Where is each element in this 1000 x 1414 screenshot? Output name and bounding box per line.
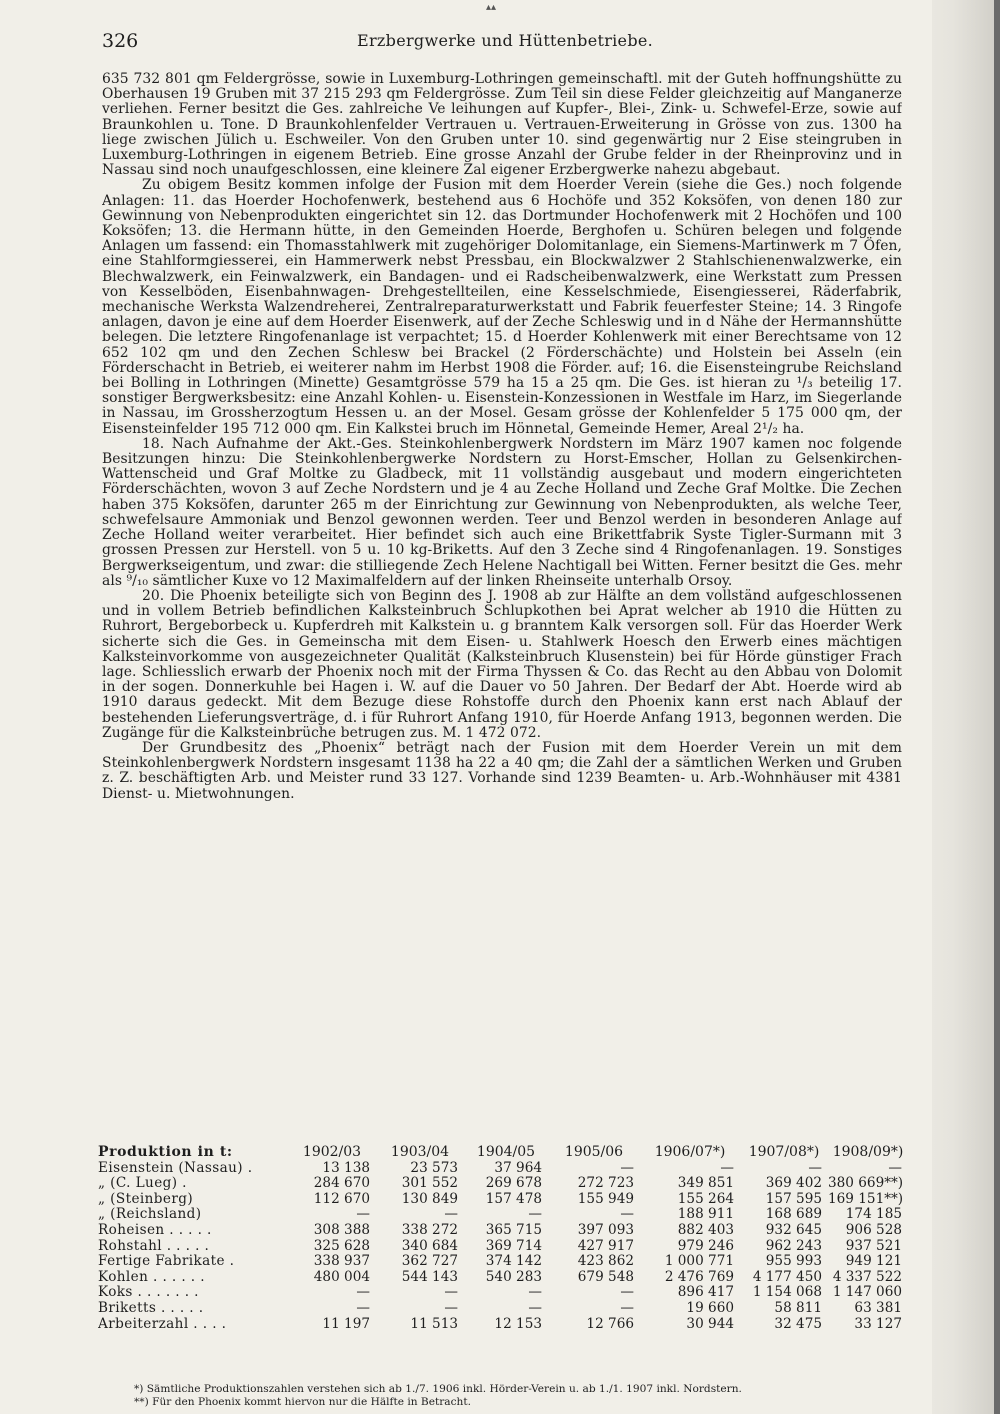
row-label: Koks . . . . . . . bbox=[98, 1285, 199, 1301]
table-row bbox=[98, 1161, 908, 1177]
table-cell: 155 264 bbox=[677, 1191, 734, 1207]
table-cell: — bbox=[620, 1207, 634, 1223]
table-cell: 962 243 bbox=[765, 1238, 822, 1254]
table-cell: 37 964 bbox=[494, 1160, 542, 1176]
table-cell: — bbox=[444, 1207, 458, 1223]
table-cell: — bbox=[888, 1160, 902, 1176]
table-row bbox=[98, 1285, 908, 1301]
table-cell: 338 272 bbox=[401, 1222, 458, 1238]
table-cell: 4 337 522 bbox=[832, 1269, 902, 1285]
footnotes bbox=[134, 1383, 914, 1408]
table-cell: 12 153 bbox=[494, 1316, 542, 1332]
footnote: *) Sämtliche Produktionszahlen verstehen sich ab 1./7. 1906 inkl. Hörder-Verein u. ab 1./1. 1907 inkl. Nordstern. bbox=[134, 1383, 742, 1395]
table-title: Produktion in t: bbox=[98, 1145, 233, 1160]
production-table bbox=[98, 1145, 908, 1332]
row-label: „ (Reichsland) bbox=[98, 1207, 202, 1223]
row-label: Rohstahl . . . . . bbox=[98, 1238, 210, 1254]
table-cell: 169 151**) bbox=[828, 1191, 904, 1207]
table-cell: 157 478 bbox=[485, 1191, 542, 1207]
table-cell: — bbox=[720, 1160, 734, 1176]
running-head: Erzbergwerke und Hüttenbetriebe. bbox=[357, 31, 654, 50]
table-cell: 906 528 bbox=[845, 1222, 902, 1238]
table-cell: 188 911 bbox=[677, 1207, 734, 1223]
adjacent-page-edge bbox=[932, 0, 1000, 1414]
paragraph: Der Grundbesitz des „Phoenix“ beträgt nach der Fusion mit dem Hoerder Verein un mit dem Steinkohlenbergwerk Nordstern insgesamt 1138 ha 22 a 40 qm; die Zahl der a sämtlichen Werken und Gruben z. Z. beschäftigten Arb. und Meister rund 33 127. Vorhande sind 1239 Beamten- u. Arb.-Wohnhäuser mit 4381 Dienst- u. Mietwohnungen. bbox=[102, 739, 902, 802]
table-cell: 284 670 bbox=[313, 1176, 370, 1192]
table-cell: 955 993 bbox=[765, 1254, 822, 1270]
table-cell: — bbox=[356, 1285, 370, 1301]
table-cell: 365 715 bbox=[485, 1222, 542, 1238]
table-cell: 19 660 bbox=[686, 1300, 734, 1316]
table-row bbox=[98, 1176, 908, 1192]
table-cell: 369 714 bbox=[485, 1238, 542, 1254]
table-cell: 349 851 bbox=[677, 1176, 734, 1192]
row-label: Briketts . . . . . bbox=[98, 1300, 204, 1316]
page-number: 326 bbox=[102, 30, 139, 52]
table-cell: 480 004 bbox=[313, 1269, 370, 1285]
table-cell: 32 475 bbox=[774, 1316, 822, 1332]
table-cell: 380 669**) bbox=[828, 1176, 904, 1192]
table-cell: 269 678 bbox=[485, 1176, 542, 1192]
table-cell: 1 000 771 bbox=[664, 1254, 734, 1270]
table-cell: — bbox=[444, 1285, 458, 1301]
column-header: 1906/07*) bbox=[654, 1145, 726, 1160]
table-cell: 427 917 bbox=[577, 1238, 634, 1254]
table-cell: 949 121 bbox=[845, 1254, 902, 1270]
row-label: Roheisen . . . . . bbox=[98, 1222, 212, 1238]
production-table-body bbox=[98, 1145, 908, 1332]
row-label: Kohlen . . . . . . bbox=[98, 1269, 205, 1285]
paragraph: 18. Nach Aufnahme der Akt.-Ges. Steinkohlenbergwerk Nordstern im März 1907 kamen noc folgende Besitzungen hinzu: Die Steinkohlenbergwerke Nordstern zu Horst-Emscher, Hollan zu Gelsenkirchen-Wattenscheid und Graf Moltke zu Gladbeck, mit 11 vollständig ausgebaut und modern eingerichteten Förderschächten, wovon 3 auf Zeche Nordstern und je 4 au Zeche Holland und Zeche Graf Moltke. Die Zechen haben 375 Koksöfen, darunter 265 m der Einrichtung zur Gewinnung von Nebenprodukten, als welche Teer, schwefelsaure Ammoniak und Benzol gewonnen werden. Teer und Benzol werden in besonderen Anlage auf Zeche Holland weiter verarbeitet. Hier befindet sich auch eine Brikettfabrik Syste Tigler-Surmann mit 3 grossen Pressen zur Herstell. von 5 u. 10 kg-Briketts. Auf den 3 Zeche sind 4 Ringofenanlagen. 19. Sonstiges Bergwerkseigentum, und zwar: die stilliegende Zech Helene Nachtigall bei Witten. Ferner besitzt die Ges. mehr als ⁹/₁₀ sämtlicher Kuxe vo 12 Maximalfeldern auf der linken Rheinseite unterhalb Orsoy. bbox=[102, 435, 902, 589]
table-cell: — bbox=[620, 1160, 634, 1176]
table-cell: — bbox=[620, 1285, 634, 1301]
table-cell: 374 142 bbox=[485, 1254, 542, 1270]
column-header: 1908/09*) bbox=[832, 1145, 904, 1160]
table-cell: 11 197 bbox=[322, 1316, 370, 1332]
table-cell: 338 937 bbox=[313, 1254, 370, 1270]
paragraph: 20. Die Phoenix beteiligte sich von Beginn des J. 1908 ab zur Hälfte an dem vollständ aufgeschlossenen und in vollem Betrieb befindlichen Kalksteinbruch Schlupkothen bei Aprat welcher ab 1910 die Hütten zu Ruhrort, Bergeborbeck u. Kupferdreh mit Kalkstein u. g branntem Kalk versorgen soll. Für das Hoerder Werk sicherte sich die Ges. in Gemeinscha mit dem Eisen- u. Stahlwerk Hoesch den Erwerb eines mächtigen Kalksteinvorkomme von ausgezeichneter Qualität (Kalksteinbruch Klusenstein) bei für Hörde günstiger Frach lage. Schliesslich erwarb der Phoenix noch mit der Firma Thyssen & Co. das Recht au den Abbau von Dolomit in der sogen. Donnerkuhle bei Hagen i. W. auf die Dauer vo 50 Jahren. Der Bedarf der Abt. Hoerde wird ab 1910 daraus gedeckt. Mit dem Bezuge diese Rohstoffe durch den Phoenix kann erst nach Ablauf der bestehenden Lieferungsverträge, d. i für Ruhrort Anfang 1910, für Hoerde Anfang 1913, begonnen werden. Die Zugänge für die Kalksteinbrüche betrugen zus. M. 1 472 072. bbox=[102, 587, 902, 741]
table-cell: 397 093 bbox=[577, 1222, 634, 1238]
table-cell: 932 645 bbox=[765, 1222, 822, 1238]
table-cell: — bbox=[528, 1285, 542, 1301]
footnote: **) Für den Phoenix kommt hiervon nur die Hälfte in Betracht. bbox=[134, 1395, 471, 1408]
table-cell: 308 388 bbox=[313, 1222, 370, 1238]
table-cell: 130 849 bbox=[401, 1191, 458, 1207]
production-table-grid bbox=[98, 1145, 908, 1332]
table-row bbox=[98, 1207, 908, 1223]
table-cell: — bbox=[808, 1160, 822, 1176]
table-row bbox=[98, 1301, 908, 1317]
table-cell: 423 862 bbox=[577, 1254, 634, 1270]
table-cell: 1 147 060 bbox=[832, 1285, 902, 1301]
table-cell: — bbox=[444, 1300, 458, 1316]
table-cell: 540 283 bbox=[485, 1269, 542, 1285]
table-row bbox=[98, 1270, 908, 1286]
print-mark: ▴▴ bbox=[486, 2, 497, 13]
column-header: 1905/06 bbox=[564, 1145, 624, 1160]
column-header: 1907/08*) bbox=[748, 1145, 820, 1160]
table-cell: 12 766 bbox=[586, 1316, 634, 1332]
table-cell: 30 944 bbox=[686, 1316, 734, 1332]
table-row bbox=[98, 1192, 908, 1208]
table-cell: 340 684 bbox=[401, 1238, 458, 1254]
column-header: 1904/05 bbox=[476, 1145, 536, 1160]
table-cell: 301 552 bbox=[401, 1176, 458, 1192]
table-cell: 1 154 068 bbox=[752, 1285, 822, 1301]
table-cell: 979 246 bbox=[677, 1238, 734, 1254]
table-cell: 369 402 bbox=[765, 1176, 822, 1192]
table-row bbox=[98, 1223, 908, 1239]
table-cell: 13 138 bbox=[322, 1160, 370, 1176]
table-cell: 112 670 bbox=[313, 1191, 370, 1207]
row-label: Fertige Fabrikate . bbox=[98, 1254, 235, 1270]
table-cell: 544 143 bbox=[401, 1269, 458, 1285]
binding-shadow bbox=[994, 0, 1000, 1414]
table-cell: 11 513 bbox=[410, 1316, 458, 1332]
table-cell: 882 403 bbox=[677, 1222, 734, 1238]
table-row bbox=[98, 1239, 908, 1255]
page-header bbox=[102, 30, 912, 58]
table-cell: 362 727 bbox=[401, 1254, 458, 1270]
table-cell: 325 628 bbox=[313, 1238, 370, 1254]
table-cell: 937 521 bbox=[845, 1238, 902, 1254]
table-cell: 896 417 bbox=[677, 1285, 734, 1301]
column-header: 1903/04 bbox=[390, 1145, 450, 1160]
table-cell: 2 476 769 bbox=[664, 1269, 734, 1285]
table-cell: 174 185 bbox=[845, 1207, 902, 1223]
table-cell: 33 127 bbox=[854, 1316, 902, 1332]
paragraph: Zu obigem Besitz kommen infolge der Fusion mit dem Hoerder Verein (siehe die Ges.) noch folgende Anlagen: 11. das Hoerder Hochofenwerk, bestehend aus 6 Hochöfe und 352 Koksöfen, von denen 180 zur Gewinnung von Nebenprodukten eingerichtet sin 12. das Dortmunder Hochofenwerk mit 2 Hochöfen und 100 Koksöfen; 13. die Hermann hütte, in den Gemeinden Hoerde, Berghofen u. Schüren belegen und folgende Anlagen um fassend: ein Thomasstahlwerk mit zugehöriger Dolomitanlage, ein Siemens-Martinwerk m 7 Öfen, eine Stahlformgiesserei, ein Hammerwerk nebst Pressbau, ein Blockwalzwer 2 Stahlschienenwalzwerke, ein Blechwalzwerk, ein Feinwalzwerk, ein Bandagen- und ei Radscheibenwalzwerk, eine Werkstatt zum Pressen von Kesselböden, Eisenbahnwagen- Drehgestellteilen, eine Kesselschmiede, Eisengiesserei, Räderfabrik, mechanische Werksta Walzendreherei, Zentralreparaturwerkstatt und Fabrik feuerfester Steine; 14. 3 Ringofe anlagen, davon je eine auf dem Hoerder Eisenwerk, auf der Zeche Schleswig und in d Nähe der Hermannshütte belegen. Die letztere Ringofenanlage ist verpachtet; 15. d Hoerder Kohlenwerk mit einer Berechtsame von 12 652 102 qm und den Zechen Schlesw bei Brackel (2 Förderschächte) und Holstein bei Asseln (ein Förderschacht in Betrieb, ei weiterer nahm im Herbst 1908 die Förder. auf; 16. die Eisensteingrube Reichsland bei Bolling in Lothringen (Minette) Gesamtgrösse 579 ha 15 a 25 qm. Die Ges. ist hieran zu ¹/₃ beteilig 17. sonstiger Bergwerksbesitz: eine Anzahl Kohlen- u. Eisenstein-Konzessionen in Westfale im Harz, im Siegerlande in Nassau, im Grossherzogtum Hessen u. an der Mosel. Gesam grösse der Kohlenfelder 5 175 000 qm, der Eisensteinfelder 195 712 000 qm. Ein Kalkstei bruch im Hönnetal, Gemeinde Hemer, Areal 2¹/₂ ha. bbox=[102, 177, 902, 437]
table-cell: 155 949 bbox=[577, 1191, 634, 1207]
table-row bbox=[98, 1254, 908, 1270]
table-cell: — bbox=[356, 1300, 370, 1316]
table-cell: 4 177 450 bbox=[752, 1269, 822, 1285]
paragraph: 635 732 801 qm Feldergrösse, sowie in Luxemburg-Lothringen gemeinschaftl. mit der Guteh hoffnungshütte zu Oberhausen 19 Gruben mit 37 215 293 qm Feldergrösse. Zum Teil sin diese Felder gleichzeitig auf Manganerze verliehen. Ferner besitzt die Ges. zahlreiche Ve leihungen auf Kupfer-, Blei-, Zink- u. Schwefel-Erze, sowie auf Braunkohlen u. Tone. D Braunkohlenfelder Vertrauen u. Vertrauen-Erweiterung in Grösse von zus. 1300 ha liege zwischen Jülich u. Eschweiler. Von den Gruben unter 10. sind gegenwärtig nur 2 Eise steingruben in Luxemburg-Lothringen in eigenem Betrieb. Eine grosse Anzahl der Grube felder in der Rheinprovinz und in Nassau sind noch unaufgeschlossen, eine kleinere Zal eigener Erzbergwerke nahezu abgebaut. bbox=[102, 72, 902, 179]
table-cell: — bbox=[356, 1207, 370, 1223]
table-cell: 272 723 bbox=[577, 1176, 634, 1192]
table-cell: 168 689 bbox=[765, 1207, 822, 1223]
row-label: Eisenstein (Nassau) . bbox=[98, 1160, 253, 1176]
table-cell: 157 595 bbox=[765, 1191, 822, 1207]
table-row bbox=[98, 1317, 908, 1333]
body-text bbox=[102, 72, 902, 1152]
table-cell: — bbox=[528, 1300, 542, 1316]
table-cell: 23 573 bbox=[410, 1160, 458, 1176]
table-cell: — bbox=[528, 1207, 542, 1223]
column-header: 1902/03 bbox=[302, 1145, 362, 1160]
row-label: „ (C. Lueg) . bbox=[98, 1176, 187, 1192]
table-cell: 58 811 bbox=[774, 1300, 822, 1316]
table-cell: — bbox=[620, 1300, 634, 1316]
row-label: „ (Steinberg) bbox=[98, 1191, 194, 1207]
table-cell: 63 381 bbox=[854, 1300, 902, 1316]
row-label: Arbeiterzahl . . . . bbox=[98, 1316, 227, 1332]
table-header-row bbox=[98, 1145, 908, 1161]
table-cell: 679 548 bbox=[577, 1269, 634, 1285]
